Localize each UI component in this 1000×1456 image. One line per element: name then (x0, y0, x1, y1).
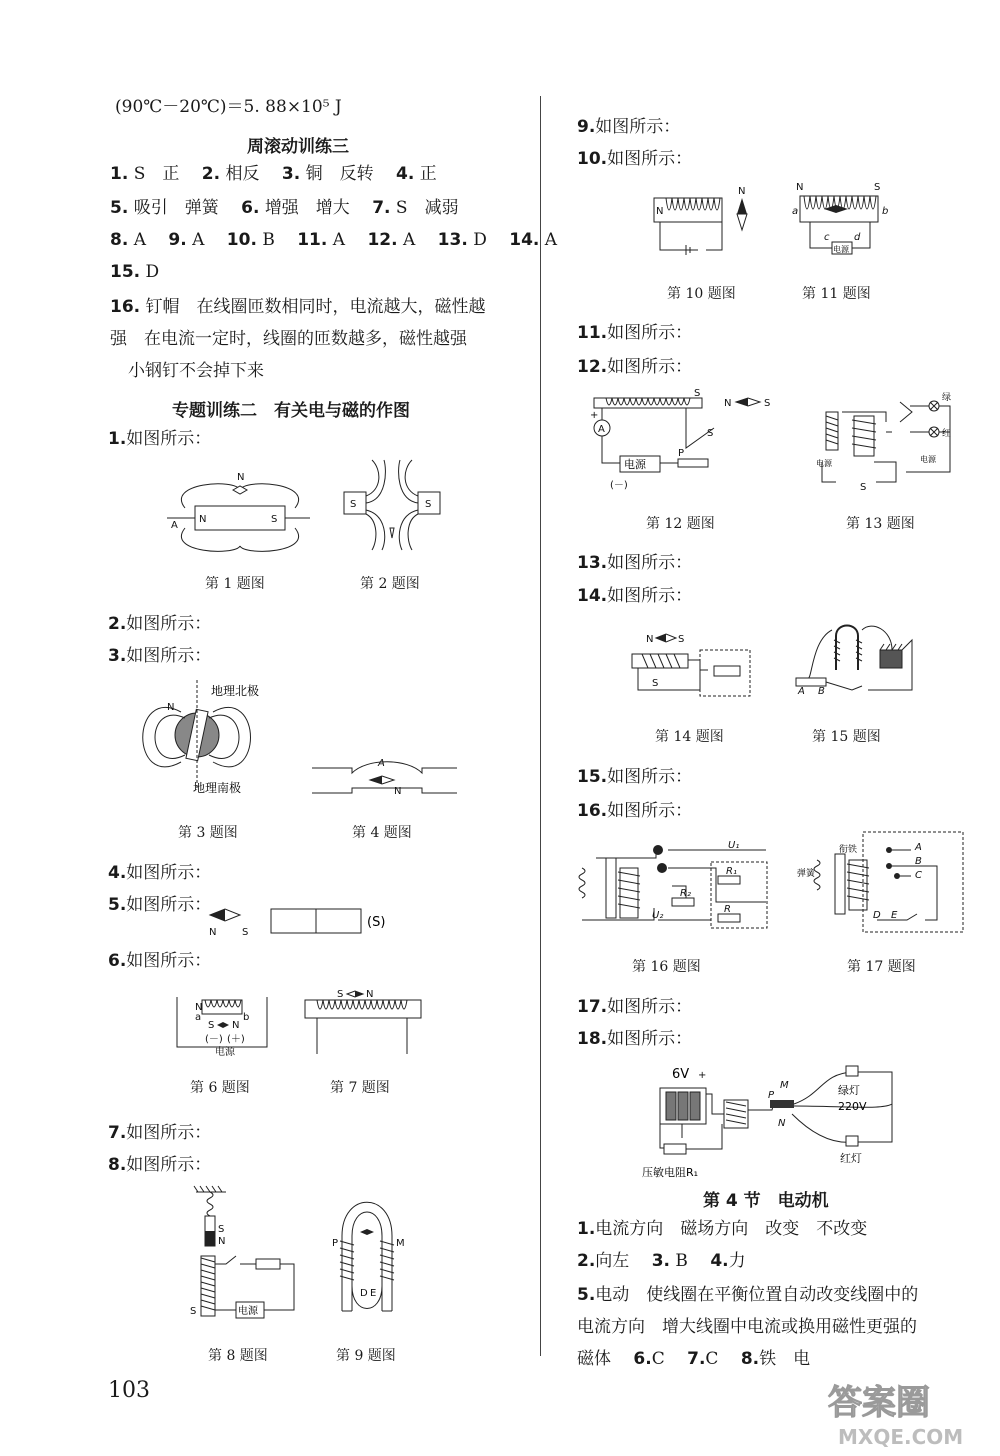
figure-5 (205, 903, 395, 941)
answer-row-4: 15. D (110, 262, 160, 282)
answer-row-1: 1. S 正 2. 相反 3. 铜 反转 4. 正 (110, 164, 437, 184)
fig12-label-s-needle: S (764, 398, 771, 409)
top-equation-line: (90℃－20℃)＝5. 88×10⁵ J (115, 97, 342, 117)
fig9-label-m: M (396, 1238, 405, 1249)
fig18-label-green-lamp: 绿灯 (838, 1084, 860, 1097)
fig18-label-220v: 220V (838, 1100, 867, 1113)
fig18-label-m: M (780, 1080, 789, 1091)
fig14-label-s: S (678, 634, 685, 645)
caption-fig7: 第 7 题图 (330, 1080, 390, 1096)
fig8-label-power: 电源 (238, 1306, 258, 1317)
fig7-label-s: S (337, 989, 344, 1000)
fig13-label-s: S (860, 482, 867, 493)
fig8-label-n: N (218, 1236, 226, 1247)
item-q10: 10.如图所示： (577, 149, 693, 169)
item-q5: 5.如图所示： (108, 895, 212, 915)
motor-row-3: 5.电动 使线圈在平衡位置自动改变线圈中的 (577, 1285, 919, 1305)
item-q4: 4.如图所示： (108, 863, 212, 883)
fig8-label-s: S (218, 1224, 225, 1235)
fig12-label-plus: + (590, 410, 599, 421)
item-q16: 16.如图所示： (577, 801, 693, 821)
fig17-label-b: B (915, 856, 922, 867)
fig5-label-s-paren: (S) (367, 915, 386, 930)
fig6-label-n2: N (232, 1020, 240, 1031)
caption-fig2: 第 2 题图 (360, 576, 420, 592)
answer-16-line2: 强 在电流一定时，线圈的匝数越多，磁性越强 (110, 329, 467, 349)
fig6-label-b: b (243, 1012, 250, 1023)
fig6-label-minus: (－) (205, 1034, 223, 1045)
fig17-label-a: A (915, 842, 922, 853)
fig13-label-red: 红 (942, 429, 952, 439)
item-q17: 17.如图所示： (577, 997, 693, 1017)
figure-10 (650, 184, 760, 264)
caption-fig15: 第 15 题图 (812, 729, 881, 745)
fig9-label-d: D (360, 1288, 368, 1299)
section-title-weekly: 周滚动训练三 (247, 137, 349, 157)
fig16-label-r: R (724, 904, 731, 915)
answer-16-line1: 16. 钉帽 在线圈匝数相同时，电流越大，磁性越 (110, 297, 486, 317)
fig7-label-n: N (366, 989, 374, 1000)
page-number: 103 (108, 1378, 150, 1403)
fig18-label-n: N (778, 1118, 786, 1129)
fig12-label-ammeter: A (598, 424, 605, 435)
fig11-label-power: 电源 (833, 245, 849, 254)
caption-fig3: 第 3 题图 (178, 825, 238, 841)
item-q8: 8.如图所示： (108, 1155, 212, 1175)
fig4-label-n: N (394, 786, 402, 797)
figure-1-magnet (165, 468, 315, 558)
fig11-label-s: S (874, 182, 881, 193)
fig5-label-s: S (242, 927, 249, 938)
item-q11: 11.如图所示： (577, 323, 693, 343)
caption-fig9: 第 9 题图 (336, 1348, 396, 1364)
fig10-label-n: N (656, 206, 664, 217)
fig16-label-u1: U₁ (728, 840, 740, 851)
caption-fig11: 第 11 题图 (802, 286, 871, 302)
fig14-label-n: N (646, 634, 654, 645)
fig18-label-p: P (768, 1090, 775, 1101)
item-q13: 13.如图所示： (577, 553, 693, 573)
item-q2: 2.如图所示： (108, 614, 212, 634)
fig13-label-power: 电源 (816, 459, 832, 468)
fig2-label-s: S (350, 499, 357, 510)
fig17-label-c: C (915, 870, 922, 881)
item-q18: 18.如图所示： (577, 1029, 693, 1049)
fig9-label-p: P (332, 1238, 339, 1249)
item-q12: 12.如图所示： (577, 357, 693, 377)
item-q1: 1.如图所示： (108, 429, 212, 449)
figure-7-solenoid (303, 988, 423, 1056)
figure-13-relay (816, 392, 956, 492)
motor-row-5: 磁体 6.C 7.C 8.铁 电 (577, 1349, 811, 1369)
fig12-label-power: 电源 (624, 458, 646, 471)
caption-fig6: 第 6 题图 (190, 1080, 250, 1096)
caption-fig1: 第 1 题图 (205, 576, 265, 592)
fig18-label-red-lamp: 红灯 (840, 1152, 862, 1165)
fig10-label-n2: N (738, 186, 746, 197)
fig5-label-n: N (209, 927, 217, 938)
figure-12 (586, 388, 786, 496)
section-title-special: 专题训练二 有关电与磁的作图 (172, 401, 410, 421)
motor-row-1: 1.电流方向 磁场方向 改变 不改变 (577, 1219, 868, 1239)
figure-14 (628, 630, 753, 700)
fig11-label-b: b (882, 206, 889, 217)
fig6-label-plus: (＋) (227, 1034, 245, 1045)
fig13-label-power2: 电源 (920, 455, 936, 464)
fig6-label-power: 电源 (215, 1047, 235, 1058)
motor-row-2: 2.向左 3. B 4.力 (577, 1251, 746, 1271)
figure-3-earth (145, 680, 285, 805)
fig3-geo-south: 地理南极 (193, 781, 242, 795)
fig6-label-s: S (208, 1020, 215, 1031)
fig18-label-6v: 6V (672, 1067, 690, 1082)
fig3-label-n: N (167, 702, 175, 713)
watermark-bottom: MXQE.COM (838, 1425, 964, 1448)
item-q9: 9.如图所示： (577, 117, 681, 137)
fig1-label-n: N (237, 472, 245, 483)
item-q6: 6.如图所示： (108, 951, 212, 971)
fig18-label-plus: + (698, 1070, 707, 1081)
figure-15 (792, 620, 917, 702)
fig12-label-minus: (－) (610, 480, 628, 491)
figure-18 (642, 1064, 902, 1184)
figure-16 (576, 838, 771, 934)
fig11-label-d: d (854, 232, 861, 243)
watermark-logo (808, 1372, 988, 1448)
fig17-label-e: E (891, 910, 898, 921)
item-q14: 14.如图所示： (577, 586, 693, 606)
answer-row-3: 8. A 9. A 10. B 11. A 12. A 13. D 14. A (110, 230, 558, 250)
caption-fig12: 第 12 题图 (646, 516, 715, 532)
fig12-label-s: S (694, 388, 701, 399)
fig1-label-a: A (171, 520, 178, 531)
fig15-label-b: B (818, 686, 825, 697)
caption-fig16: 第 16 题图 (632, 959, 701, 975)
section-title-motor: 第 4 节 电动机 (703, 1191, 829, 1211)
fig16-label-u2: U₂ (652, 910, 664, 921)
figure-4 (312, 758, 462, 803)
fig9-label-e: E (370, 1288, 377, 1299)
fig16-label-r2: R₂ (680, 888, 691, 899)
figure-6-solenoid (177, 992, 267, 1057)
fig17-label-armature: 衔铁 (839, 845, 858, 855)
caption-fig4: 第 4 题图 (352, 825, 412, 841)
item-q7: 7.如图所示： (108, 1123, 212, 1143)
fig1-label-s: S (271, 514, 278, 525)
fig1-label-n2: N (199, 514, 207, 525)
figure-17 (797, 830, 967, 935)
watermark-top: 答案圈 (828, 1383, 930, 1423)
fig17-label-d: D (873, 910, 881, 921)
fig14-label-s2: S (652, 678, 659, 689)
figure-2-field-lines (342, 460, 442, 550)
fig15-label-a: A (798, 686, 805, 697)
caption-fig17: 第 17 题图 (847, 959, 916, 975)
item-q3: 3.如图所示： (108, 646, 212, 666)
column-divider (540, 96, 541, 1356)
fig11-label-c: c (824, 232, 830, 243)
answer-16-line3: 小钢钉不会掉下来 (128, 361, 264, 381)
figure-9-horseshoe (322, 1196, 412, 1314)
caption-fig10: 第 10 题图 (667, 286, 736, 302)
answer-row-2: 5. 吸引 弹簧 6. 增强 增大 7. S 减弱 (110, 198, 459, 218)
motor-row-4: 电流方向 增大线圈中电流或换用磁性更强的 (577, 1317, 917, 1337)
fig12-label-n-needle: N (724, 398, 732, 409)
caption-fig8: 第 8 题图 (208, 1348, 268, 1364)
fig12-label-s2: S (707, 428, 714, 439)
fig18-label-pressure: 压敏电阻R₁ (642, 1166, 699, 1179)
figure-8-circuit (186, 1184, 301, 1324)
caption-fig14: 第 14 题图 (655, 729, 724, 745)
caption-fig13: 第 13 题图 (846, 516, 915, 532)
item-q15: 15.如图所示： (577, 767, 693, 787)
fig8-label-s2: S (190, 1306, 197, 1317)
fig17-label-spring: 弹簧 (797, 869, 816, 879)
fig3-geo-north: 地理北极 (211, 684, 260, 698)
fig6-label-n: N (195, 1002, 203, 1013)
fig2-label-s2: S (425, 499, 432, 510)
fig4-label-a: A (378, 758, 385, 769)
fig16-label-r1: R₁ (726, 866, 737, 877)
fig6-label-a: a (195, 1012, 202, 1023)
fig13-label-green: 绿 (942, 393, 952, 403)
fig12-label-p: P (678, 448, 685, 459)
fig11-label-a: a (792, 206, 799, 217)
fig11-label-n: N (796, 182, 804, 193)
figure-11 (790, 182, 900, 262)
